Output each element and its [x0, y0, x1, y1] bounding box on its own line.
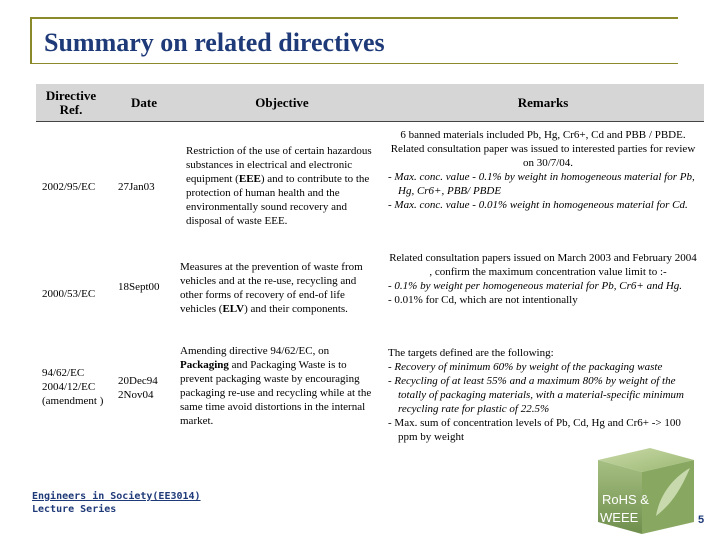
header-objective: Objective — [182, 84, 382, 122]
row1-objective: Restriction of the use of certain hazardous substances in electrical and electronic equipment (EEE) and to contribute to the protection of human health and the environmentally sound recovery and disposal of waste EEE. — [186, 145, 372, 227]
page-number: 5 — [698, 514, 705, 526]
row1-date: 27Jan03 — [118, 181, 155, 193]
row2-date: 18Sept00 — [118, 281, 160, 293]
row2-remarks: Related consultation papers issued on March 2003 and February 2004 , confirm the maximum concentration value limit to :- - 0.1% by weight per homogeneous material for Pb, Cr6+ and Hg. - 0.01% for Cd, which are not intentionally — [388, 252, 697, 306]
title-underline — [30, 63, 678, 64]
header-remarks: Remarks — [382, 84, 704, 122]
footer — [32, 490, 201, 516]
footer-course: Engineers in Society(EE3014) — [32, 491, 201, 502]
rohs-weee-logo-icon — [590, 446, 698, 536]
row3-objective: Amending directive 94/62/EC, on Packaging and Packaging Waste is to prevent packaging waste by encouraging packaging re-use and recycling while at the same time avoid distortions in the internal market. — [180, 345, 372, 427]
title-frame-top — [30, 17, 678, 19]
row3-ref: 94/62/EC 2004/12/EC (amendment ) — [42, 367, 104, 407]
row1-remarks: 6 banned materials included Pb, Hg, Cr6+, Cd and PBB / PBDE. Related consultation paper was issued to interested parties for review on 30/7/04. - Max. conc. value - 0.1% by weight in homogeneous material for Pb, Hg, Cr6+, PBB/ PBDE - Max. conc. value - 0.01% weight in homogeneous material for Cd. — [388, 129, 696, 211]
title-frame-left — [30, 17, 32, 63]
row3-date: 20Dec94 2Nov04 — [118, 375, 158, 401]
svg-text:RoHS &: RoHS & — [602, 492, 649, 507]
row2-ref: 2000/53/EC — [42, 288, 96, 300]
page-title: Summary on related directives — [44, 28, 385, 57]
footer-series: Lecture Series — [32, 504, 117, 515]
row1-ref: 2002/95/EC — [42, 181, 96, 193]
header-directive-ref: Directive Ref. — [36, 84, 106, 122]
row3-remarks: The targets defined are the following: - Recovery of minimum 60% by weight of the packaging waste - Recycling of at least 55% and a maximum 80% by weight of the totally of packaging materials, with a material-specific minimum recycling rate for plastic of 22.5% - Max. sum of concentration levels of Pb, Cd, Hg and Cr6+ -> 100 ppm by weight — [388, 347, 684, 443]
header-date: Date — [106, 84, 182, 122]
svg-text:WEEE: WEEE — [600, 510, 639, 525]
row2-objective: Measures at the prevention of waste from vehicles and at the re-use, recycling and other forms of recovery of end-of life vehicles (ELV) and their components. — [180, 261, 363, 315]
